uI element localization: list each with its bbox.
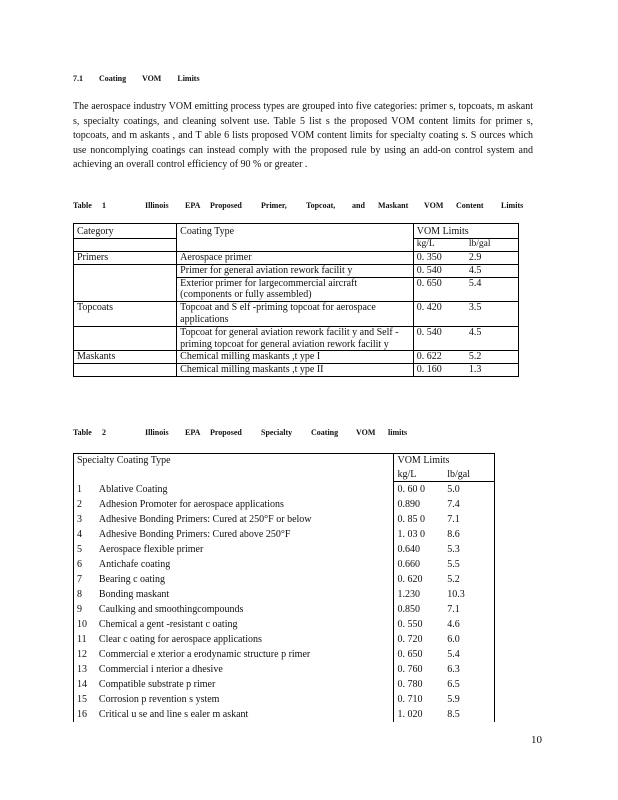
kg-cell: 0.890 — [397, 499, 420, 510]
section-title: Coating VOM Limits — [99, 74, 200, 83]
table2-row — [74, 647, 495, 662]
table2-row — [74, 602, 495, 617]
caption-word: EPA — [185, 428, 201, 437]
specialty-coating-name: Antichafe coating — [96, 557, 394, 572]
header-category: Category — [74, 224, 177, 239]
lb-cell: 7.1 — [444, 512, 494, 527]
specialty-coating-name: Caulking and smoothingcompounds — [96, 602, 394, 617]
table1-header-row — [74, 224, 519, 239]
header-specialty-type: Specialty Coating Type — [74, 454, 394, 469]
table2-row — [74, 632, 495, 647]
caption-word: Proposed — [210, 201, 242, 210]
category-cell — [74, 326, 177, 351]
coating-type-cell: Exterior primer for largecommercial aircraft (components or fully assembled) — [177, 277, 414, 302]
specialty-coating-name: Aerospace flexible primer — [96, 542, 394, 557]
section-number: 7.1 — [73, 74, 83, 83]
category-cell — [74, 264, 177, 277]
kg-cell: 0. 622 — [413, 351, 466, 364]
coating-type-cell: Topcoat and S elf -priming topcoat for aerospace applications — [177, 302, 414, 327]
table2-row — [74, 572, 495, 587]
category-cell — [74, 277, 177, 302]
table2 — [73, 453, 495, 722]
table2-row — [74, 617, 495, 632]
lb-cell: 5.2 — [444, 572, 494, 587]
kg-cell: 0. 350 — [413, 252, 466, 265]
lb-cell: 4.5 — [466, 264, 519, 277]
category-cell: Topcoats — [74, 302, 177, 327]
lb-cell: 2.9 — [466, 252, 519, 265]
specialty-coating-name: Clear c oating for aerospace applications — [96, 632, 394, 647]
kg-cell: 1.230 — [397, 589, 420, 600]
table2-row — [74, 707, 495, 722]
row-number: 16 — [74, 707, 96, 722]
lb-cell: 3.5 — [466, 302, 519, 327]
header-kg: kg/L — [413, 239, 466, 252]
table1-row — [74, 252, 519, 265]
header-vom-limits: VOM Limits — [394, 454, 495, 469]
table2-row — [74, 677, 495, 692]
coating-type-cell: Primer for general aviation rework facilit y — [177, 264, 414, 277]
lb-cell: 5.2 — [466, 351, 519, 364]
lb-cell: 7.4 — [444, 497, 494, 512]
caption-word: Table — [73, 201, 92, 210]
kg-cell: 0. 650 — [413, 277, 466, 302]
page-number: 10 — [531, 734, 542, 746]
lb-cell: 6.0 — [444, 632, 494, 647]
row-number: 13 — [74, 662, 96, 677]
table1-row — [74, 277, 519, 302]
caption-word: 1 — [102, 201, 106, 210]
table1-units-row — [74, 239, 519, 252]
header-lb: lb/gal — [466, 239, 519, 252]
caption-word: 2 — [102, 428, 106, 437]
lb-cell: 5.9 — [444, 692, 494, 707]
table1-row — [74, 326, 519, 351]
kg-cell: 0.660 — [397, 559, 420, 570]
caption-word: Topcoat, — [306, 201, 336, 210]
specialty-coating-name: Bearing c oating — [96, 572, 394, 587]
row-number: 5 — [74, 542, 96, 557]
lb-cell: 5.3 — [444, 542, 494, 557]
table2-row — [74, 527, 495, 542]
lb-cell: 5.4 — [444, 647, 494, 662]
header-lb: lb/gal — [444, 468, 494, 482]
lb-cell: 8.5 — [444, 707, 494, 722]
kg-cell: 0. 540 — [413, 326, 466, 351]
caption-word: Table — [73, 428, 92, 437]
table1-row — [74, 364, 519, 377]
coating-type-cell: Aerospace primer — [177, 252, 414, 265]
specialty-coating-name: Corrosion p revention s ystem — [96, 692, 394, 707]
kg-cell: 0. 160 — [413, 364, 466, 377]
caption-word: VOM — [356, 428, 376, 437]
table2-row — [74, 662, 495, 677]
lb-cell: 5.5 — [444, 557, 494, 572]
table1-row — [74, 351, 519, 364]
lb-cell: 7.1 — [444, 602, 494, 617]
caption-word: Illinois — [145, 201, 169, 210]
kg-cell: 0. 780 — [397, 679, 423, 690]
specialty-coating-name: Commercial e xterior a erodynamic structure p rimer — [96, 647, 394, 662]
intro-paragraph: The aerospace industry VOM emitting process types are grouped into five categories: primer s, topcoats, m askant s, specialty coatings, and cleaning solvent use. Table 5 list s the proposed VOM content limits for primer s, topcoats, and m askants , and T able 6 lists proposed VOM content limits for specialty coating s. S ources which use noncomplying coatings can instead comply with the proposed rule by using an add-on control system and achieving an overall control efficiency of 90 % or greater . — [73, 101, 533, 171]
table2-units-row — [74, 468, 495, 482]
table2-row — [74, 542, 495, 557]
lb-cell: 5.0 — [444, 482, 494, 498]
row-number: 10 — [74, 617, 96, 632]
specialty-coating-name: Compatible substrate p rimer — [96, 677, 394, 692]
kg-cell: 1. 020 — [397, 709, 423, 720]
row-number: 14 — [74, 677, 96, 692]
section-heading — [73, 74, 200, 83]
kg-cell: 0. 85 0 — [397, 514, 425, 525]
table1-row — [74, 264, 519, 277]
table2-row — [74, 512, 495, 527]
row-number: 15 — [74, 692, 96, 707]
coating-type-cell: Chemical milling maskants ,t ype I — [177, 351, 414, 364]
table2-row — [74, 557, 495, 572]
lb-cell: 10.3 — [444, 587, 494, 602]
kg-cell: 0. 60 0 — [397, 484, 425, 495]
table2-row — [74, 497, 495, 512]
header-coating-type: Coating Type — [177, 224, 414, 239]
row-number: 11 — [74, 632, 96, 647]
table2-row — [74, 692, 495, 707]
coating-type-cell: Topcoat for general aviation rework facilit y and Self -priming topcoat for general aviation rework facilit y — [177, 326, 414, 351]
table2-row — [74, 482, 495, 498]
table1 — [73, 223, 519, 377]
table1-row — [74, 302, 519, 327]
caption-word: and — [352, 201, 365, 210]
table2-row — [74, 587, 495, 602]
caption-word: Proposed — [210, 428, 242, 437]
row-number: 9 — [74, 602, 96, 617]
category-cell: Primers — [74, 252, 177, 265]
kg-cell: 1. 03 0 — [397, 529, 425, 540]
specialty-coating-name: Chemical a gent -resistant c oating — [96, 617, 394, 632]
coating-type-cell: Chemical milling maskants ,t ype II — [177, 364, 414, 377]
row-number: 3 — [74, 512, 96, 527]
header-blank — [177, 239, 414, 252]
kg-cell: 0. 720 — [397, 634, 423, 645]
caption-word: Coating — [311, 428, 339, 437]
lb-cell: 6.3 — [444, 662, 494, 677]
lb-cell: 8.6 — [444, 527, 494, 542]
specialty-coating-name: Commercial i nterior a dhesive — [96, 662, 394, 677]
category-cell — [74, 364, 177, 377]
caption-word: EPA — [185, 201, 201, 210]
specialty-coating-name: Adhesive Bonding Primers: Cured above 250°F — [96, 527, 394, 542]
kg-cell: 0. 540 — [413, 264, 466, 277]
kg-cell: 0. 710 — [397, 694, 423, 705]
kg-cell: 0. 760 — [397, 664, 423, 675]
caption-word: VOM — [424, 201, 444, 210]
header-blank — [74, 468, 96, 482]
table2-header-row — [74, 454, 495, 469]
kg-cell: 0. 620 — [397, 574, 423, 585]
header-blank — [74, 239, 177, 252]
caption-word: Limits — [501, 201, 524, 210]
specialty-coating-name: Bonding maskant — [96, 587, 394, 602]
row-number: 7 — [74, 572, 96, 587]
row-number: 4 — [74, 527, 96, 542]
specialty-coating-name: Critical u se and line s ealer m askant — [96, 707, 394, 722]
caption-word: Illinois — [145, 428, 169, 437]
header-vom-limits: VOM Limits — [413, 224, 518, 239]
lb-cell: 1.3 — [466, 364, 519, 377]
caption-word: Maskant — [378, 201, 409, 210]
kg-cell: 0. 650 — [397, 649, 423, 660]
caption-word: Content — [456, 201, 484, 210]
row-number: 12 — [74, 647, 96, 662]
lb-cell: 4.6 — [444, 617, 494, 632]
lb-cell: 5.4 — [466, 277, 519, 302]
kg-cell: 0. 420 — [413, 302, 466, 327]
specialty-coating-name: Adhesion Promoter for aerospace applications — [96, 497, 394, 512]
lb-cell: 4.5 — [466, 326, 519, 351]
specialty-coating-name: Adhesive Bonding Primers: Cured at 250°F or below — [96, 512, 394, 527]
specialty-coating-name: Ablative Coating — [96, 482, 394, 498]
kg-cell: 0.850 — [397, 604, 420, 615]
kg-cell: 0. 550 — [397, 619, 423, 630]
row-number: 2 — [74, 497, 96, 512]
header-blank — [96, 468, 394, 482]
row-number: 1 — [74, 482, 96, 498]
kg-cell: 0.640 — [397, 544, 420, 555]
header-kg: kg/L — [394, 468, 444, 482]
lb-cell: 6.5 — [444, 677, 494, 692]
caption-word: Specialty — [261, 428, 293, 437]
row-number: 8 — [74, 587, 96, 602]
caption-word: Primer, — [261, 201, 287, 210]
row-number: 6 — [74, 557, 96, 572]
caption-word: limits — [388, 428, 408, 437]
category-cell: Maskants — [74, 351, 177, 364]
